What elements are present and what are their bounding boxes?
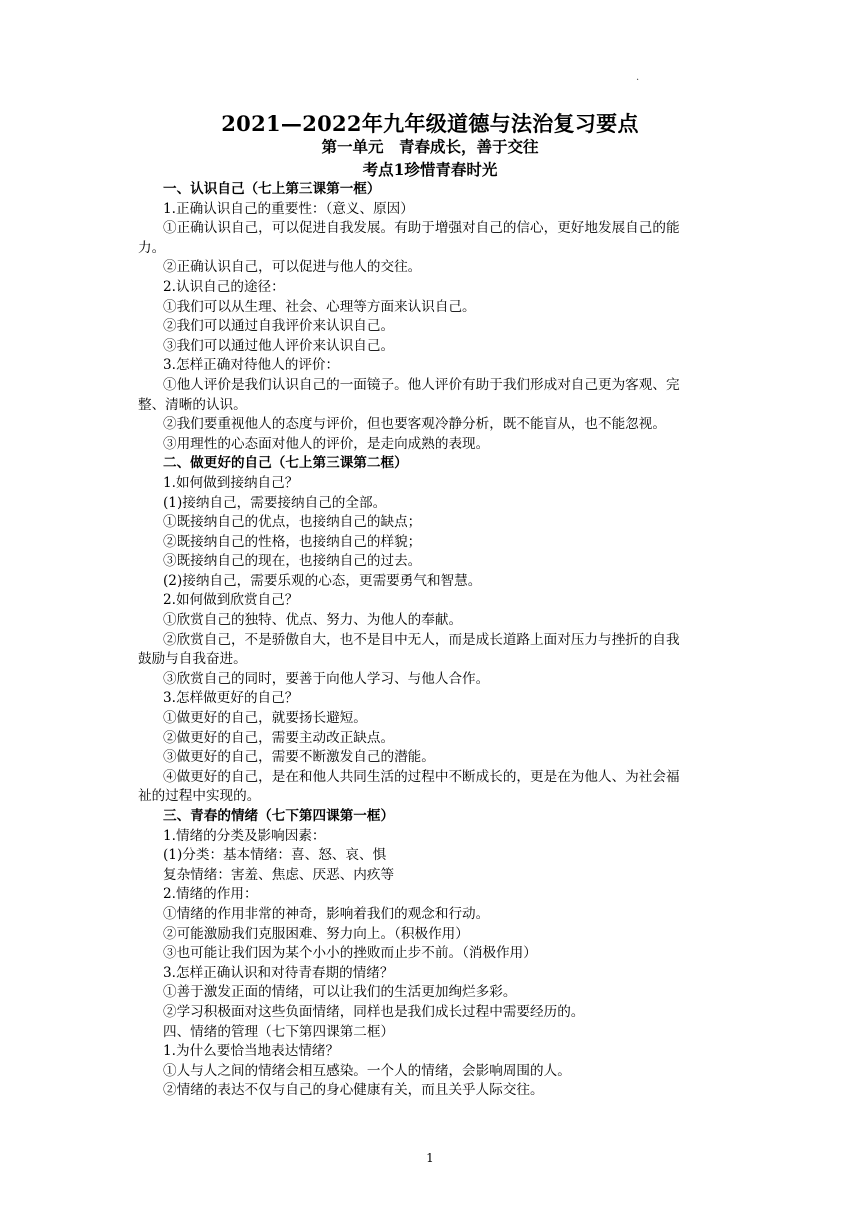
text-line: 1.为什么要恰当地表达情绪？	[163, 1043, 340, 1060]
text-line: ①欣赏自己的独特、优点、努力、为他人的奉献。	[163, 612, 463, 629]
text-line: ②我们要重视他人的态度与评价，但也要客观冷静分析，既不能盲从，也不能忽视。	[163, 416, 666, 433]
text-line: 四、情绪的管理（七下第四课第二框）	[163, 1023, 395, 1040]
text-line: ①情绪的作用非常的神奇，影响着我们的观念和行动。	[163, 905, 490, 922]
text-line: ②情绪的表达不仅与自己的身心健康有关，而且关乎人际交往。	[163, 1082, 544, 1099]
text-line: 3.怎样正确认识和对待青春期的情绪？	[163, 964, 394, 981]
text-line: ②正确认识自己，可以促进与他人的交往。	[163, 259, 422, 276]
text-line: 1.情绪的分类及影响因素：	[163, 827, 326, 844]
text-line: ②欣赏自己，不是骄傲自大，也不是目中无人，而是成长道路上面对压力与挫折的自我	[163, 631, 680, 648]
text-line: 1.正确认识自己的重要性：（意义、原因）	[163, 200, 414, 217]
text-line: (1)分类：基本情绪：喜、怒、哀、惧	[163, 847, 387, 864]
text-line: 祉的过程中实现的。	[138, 788, 261, 805]
text-line: 整、清晰的认识。	[138, 396, 247, 413]
text-line: 1.如何做到接纳自己？	[163, 474, 299, 491]
text-line: ①我们可以从生理、社会、心理等方面来认识自己。	[163, 298, 476, 315]
text-line: ①善于激发正面的情绪，可以让我们的生活更加绚烂多彩。	[163, 984, 517, 1001]
text-line: ③用理性的心态面对他人的评价，是走向成熟的表现。	[163, 435, 490, 452]
text-line: ②我们可以通过自我评价来认识自己。	[163, 318, 395, 335]
text-line: ③做更好的自己，需要不断激发自己的潜能。	[163, 749, 435, 766]
text-line: ①人与人之间的情绪会相互感染。一个人的情绪，会影响周围的人。	[163, 1062, 571, 1079]
text-line: 鼓励与自我奋进。	[138, 651, 247, 668]
text-line: 2.情绪的作用：	[163, 886, 258, 903]
text-line: ③我们可以通过他人评价来认识自己。	[163, 337, 395, 354]
text-line: ①做更好的自己，就要扬长避短。	[163, 710, 367, 727]
text-line: ③也可能让我们因为某个小小的挫败而止步不前。（消极作用）	[163, 945, 537, 962]
section-heading: 一、认识自己（七上第三课第一框）	[163, 181, 381, 197]
text-line: 力。	[138, 239, 166, 256]
text-line: ②做更好的自己，需要主动改正缺点。	[163, 729, 395, 746]
text-line: ④做更好的自己，是在和他人共同生活的过程中不断成长的，更是在为他人、为社会福	[163, 768, 680, 785]
text-line: ③既接纳自己的现在，也接纳自己的过去。	[163, 553, 422, 570]
text-line: ①既接纳自己的优点，也接纳自己的缺点；	[163, 514, 422, 531]
text-line: 3.怎样做更好的自己？	[163, 690, 299, 707]
kaodian-heading: 考点1珍惜青春时光	[362, 160, 498, 179]
section-heading: 三、青春的情绪（七下第四课第一框）	[163, 808, 395, 824]
page-number: 1	[426, 1151, 434, 1165]
page-mark: .	[636, 72, 640, 83]
text-line: 2.如何做到欣赏自己？	[163, 592, 299, 609]
text-line: 复杂情绪：害羞、焦虑、厌恶、内疚等	[163, 866, 395, 883]
text-line: (1)接纳自己，需要接纳自己的全部。	[163, 494, 387, 511]
text-line: ②学习积极面对这些负面情绪，同样也是我们成长过程中需要经历的。	[163, 1003, 585, 1020]
text-line: ①正确认识自己，可以促进自我发展。有助于增强对自己的信心，更好地发展自己的能	[163, 220, 680, 237]
section-heading: 二、做更好的自己（七上第三课第二框）	[163, 455, 408, 472]
text-line: (2)接纳自己，需要乐观的心态，更需要勇气和智慧。	[163, 572, 482, 589]
text-line: ②既接纳自己的性格，也接纳自己的样貌；	[163, 533, 422, 550]
unit-heading: 第一单元 青春成长，善于交往	[321, 137, 539, 156]
document-title: 2021—2022年九年级道德与法治复习要点	[221, 111, 639, 136]
text-line: 2.认识自己的途径：	[163, 278, 285, 295]
text-line: ③欣赏自己的同时，要善于向他人学习、与他人合作。	[163, 670, 490, 687]
text-line: ①他人评价是我们认识自己的一面镜子。他人评价有助于我们形成对自己更为客观、完	[163, 376, 680, 393]
text-line: 3.怎样正确对待他人的评价：	[163, 357, 340, 374]
document-body	[138, 180, 738, 1101]
text-line: ②可能激励我们克服困难、努力向上。（积极作用）	[163, 925, 469, 942]
